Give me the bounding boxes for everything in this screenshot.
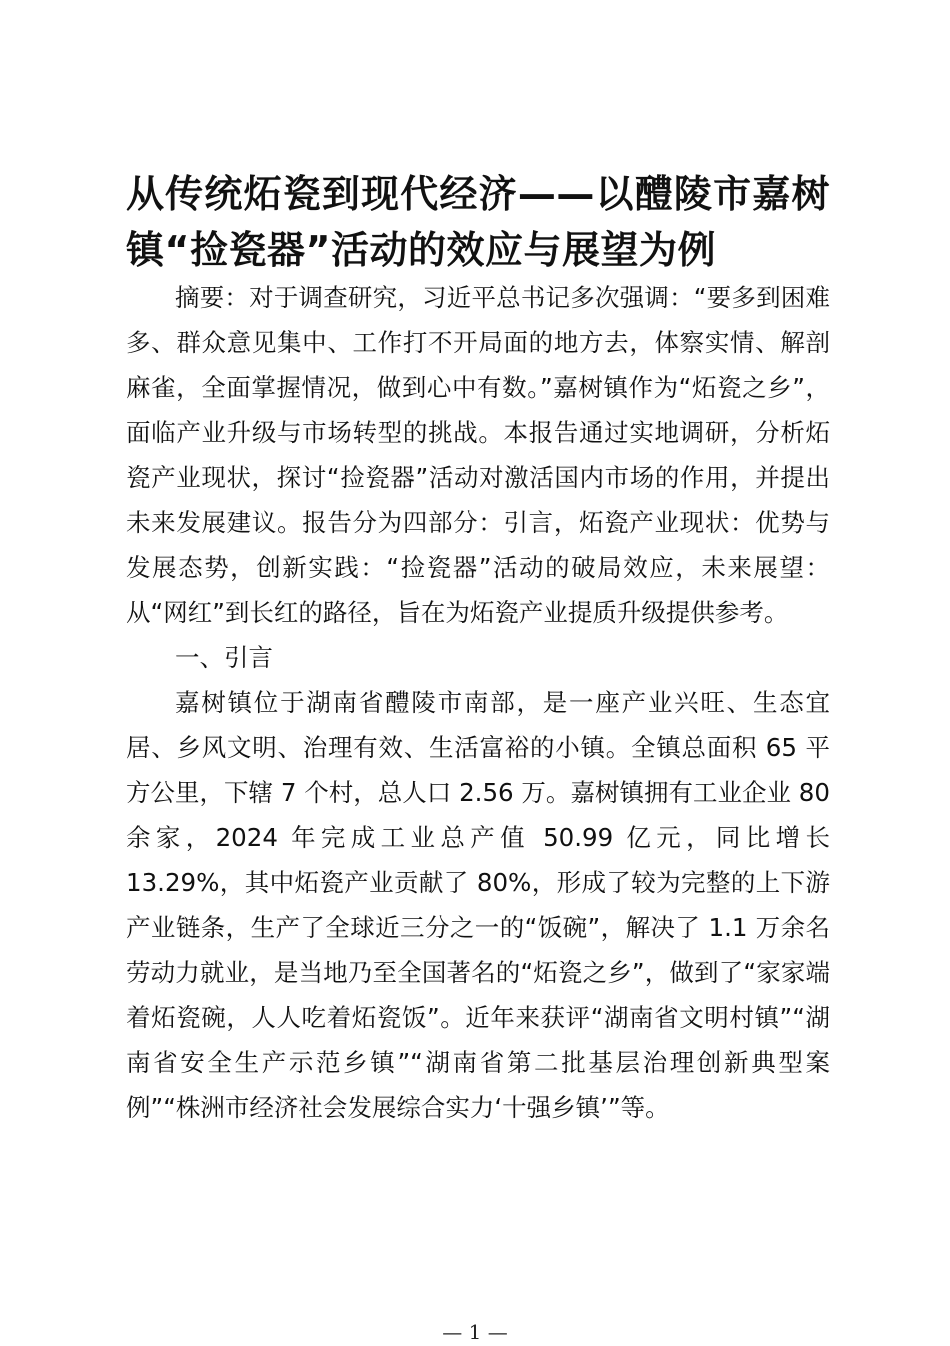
introduction-paragraph: 嘉树镇位于湖南省醴陵市南部，是一座产业兴旺、生态宜居、乡风文明、治理有效、生活富裕的小镇。全镇总面积 65 平方公里，下辖 7 个村，总人口 2.56 万。嘉树镇拥有工业企业 80 余家，2024 年完成工业总产值 50.99 亿元，同比增长 13.29%，其中炻瓷产业贡献了 80%，形成了较为完整的上下游产业链条，生产了全球近三分之一的“饭碗”，解决了 1.1 万余名劳动力就业，是当地乃至全国著名的“炻瓷之乡”，做到了“家家端着炻瓷碗，人人吃着炻瓷饭”。近年来获评“湖南省文明村镇”“湖南省安全生产示范乡镇”“湖南省第二批基层治理创新典型案例”“株洲市经济社会发展综合实力‘十强乡镇’”等。 <box>126 688 830 1122</box>
document-body <box>126 275 830 1130</box>
section-heading-introduction: 一、引言 <box>175 643 273 672</box>
page-number: — 1 — <box>442 1320 508 1344</box>
abstract-paragraph: 摘要：对于调查研究，习近平总书记多次强调：“要多到困难多、群众意见集中、工作打不开局面的地方去，体察实情、解剖麻雀，全面掌握情况，做到心中有数。”嘉树镇作为“炻瓷之乡”，面临产业升级与市场转型的挑战。本报告通过实地调研，分析炻瓷产业现状，探讨“捡瓷器”活动对激活国内市场的作用，并提出未来发展建议。报告分为四部分：引言，炻瓷产业现状：优势与发展态势，创新实践：“捡瓷器”活动的破局效应，未来展望：从“网红”到长红的路径，旨在为炻瓷产业提质升级提供参考。 <box>126 283 830 627</box>
document-title: 从传统炻瓷到现代经济——以醴陵市嘉树镇“捡瓷器”活动的效应与展望为例 <box>126 172 830 272</box>
